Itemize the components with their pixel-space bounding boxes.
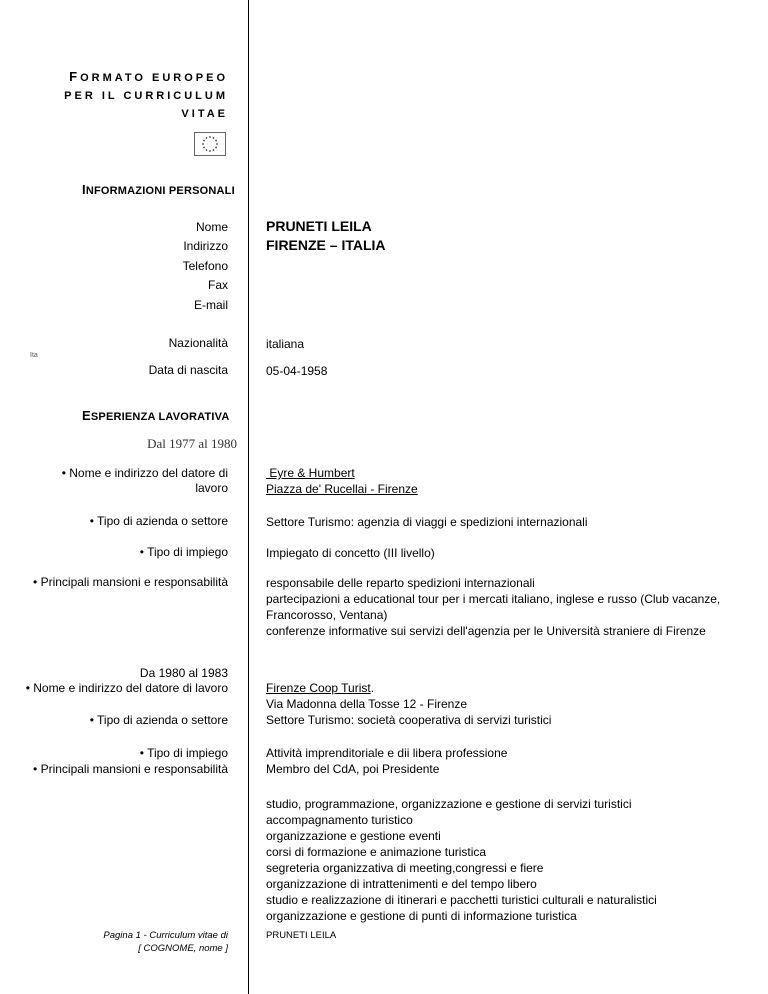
job1-label-employer: • Nome e indirizzo del datore di lavoro xyxy=(61,466,228,495)
label-indirizzo: Indirizzo xyxy=(183,239,228,253)
label-email: E-mail xyxy=(193,298,228,312)
job2-label-duties: • Principali mansioni e responsabilità xyxy=(33,762,228,776)
job1-period: Dal 1977 al 1980 xyxy=(147,436,237,451)
section-title-experience: ESPERIENZA LAVORATIVA xyxy=(82,408,230,423)
duty-item: conferenze informative sui servizi dell'agenzia per le Università straniere di Firenze xyxy=(266,624,706,638)
job2-role: Attività imprenditoriale e dii libera professione Membro del CdA, poi Presidente xyxy=(266,746,508,776)
label-data-nascita: Data di nascita xyxy=(148,363,228,377)
column-divider xyxy=(248,0,249,994)
job2-employer-name: Firenze Coop Turist xyxy=(266,681,371,695)
label-telefono: Telefono xyxy=(182,259,228,273)
duty-item: organizzazione e gestione di punti di informazione turistica xyxy=(266,909,577,923)
job2-label-employer: • Nome e indirizzo del datore di lavoro xyxy=(25,681,228,695)
duty-item: responsabile delle reparto spedizioni internazionali xyxy=(266,576,535,590)
value-data-nascita: 05-04-1958 xyxy=(266,364,328,378)
value-indirizzo: FIRENZE – ITALIA xyxy=(266,237,386,253)
duty-item: studio, programmazione, organizzazione e gestione di servizi turistici xyxy=(266,797,632,811)
job2-employer xyxy=(266,680,551,728)
duty-item: accompagnamento turistico xyxy=(266,813,413,827)
eu-flag-icon xyxy=(194,132,226,156)
job1-employer-address: Piazza de' Rucellai - Firenze xyxy=(266,482,418,496)
job2-sector: Settore Turismo: società cooperativa di servizi turistici xyxy=(266,713,552,727)
duty-item: organizzazione di intrattenimenti e del tempo libero xyxy=(266,877,537,891)
duty-item: Francorosso, Ventana) xyxy=(266,608,388,622)
side-mark: Ita xyxy=(30,352,38,359)
job1-sector: Settore Turismo: agenzia di viaggi e spedizioni internazionali xyxy=(266,515,588,529)
duty-item: studio e realizzazione di itinerari e pacchetti turistici culturali e naturalistici xyxy=(266,893,657,907)
label-nazionalita: Nazionalità xyxy=(168,336,228,350)
job2-label-sector: • Tipo di azienda o settore xyxy=(89,713,228,727)
job1-employer-name: Eyre & Humbert xyxy=(266,466,355,480)
job2-period: Da 1980 al 1983 xyxy=(139,666,228,680)
duty-item: segreteria organizzativa di meeting,congressi e fiere xyxy=(266,861,544,875)
duty-item: corsi di formazione e animazione turistica xyxy=(266,845,487,859)
header-line-1: FORMATO EUROPEO xyxy=(69,69,228,84)
job1-employer xyxy=(266,465,418,497)
job1-duties xyxy=(266,575,720,639)
job1-label-role: • Tipo di impiego xyxy=(139,545,228,559)
duty-item: organizzazione e gestione eventi xyxy=(266,829,441,843)
duty-item: partecipazioni a educational tour per i mercati italiano, inglese e russo (Club vacanze, xyxy=(266,592,721,606)
value-nazionalita: italiana xyxy=(266,337,305,351)
job2-employer-name-line: Firenze Coop Turist. xyxy=(266,681,375,695)
job1-label-sector: • Tipo di azienda o settore xyxy=(89,514,228,528)
job1-role: Impiegato di concetto (III livello) xyxy=(266,546,435,560)
label-nome: Nome xyxy=(195,220,228,234)
page-footer xyxy=(103,929,228,955)
footer-line-1: Pagina 1 - Curriculum vitae di xyxy=(103,930,228,941)
job2-duties xyxy=(266,796,657,924)
job1-label-duties: • Principali mansioni e responsabilità xyxy=(33,575,228,589)
label-fax: Fax xyxy=(207,278,228,292)
job2-label-role: • Tipo di impiego xyxy=(139,746,228,760)
header-line-2: PER IL CURRICULUM xyxy=(64,90,228,102)
section-title-personal: INFORMAZIONI PERSONALI xyxy=(82,182,235,197)
job2-employer-address: Via Madonna della Tosse 12 - Firenze xyxy=(266,697,468,711)
footer-name: PRUNETI LEILA xyxy=(266,930,337,941)
cv-header xyxy=(64,68,228,123)
footer-line-2: [ COGNOME, nome ] xyxy=(138,943,228,954)
value-nome: PRUNETI LEILA xyxy=(266,218,372,234)
header-line-3: VITAE xyxy=(181,108,228,120)
